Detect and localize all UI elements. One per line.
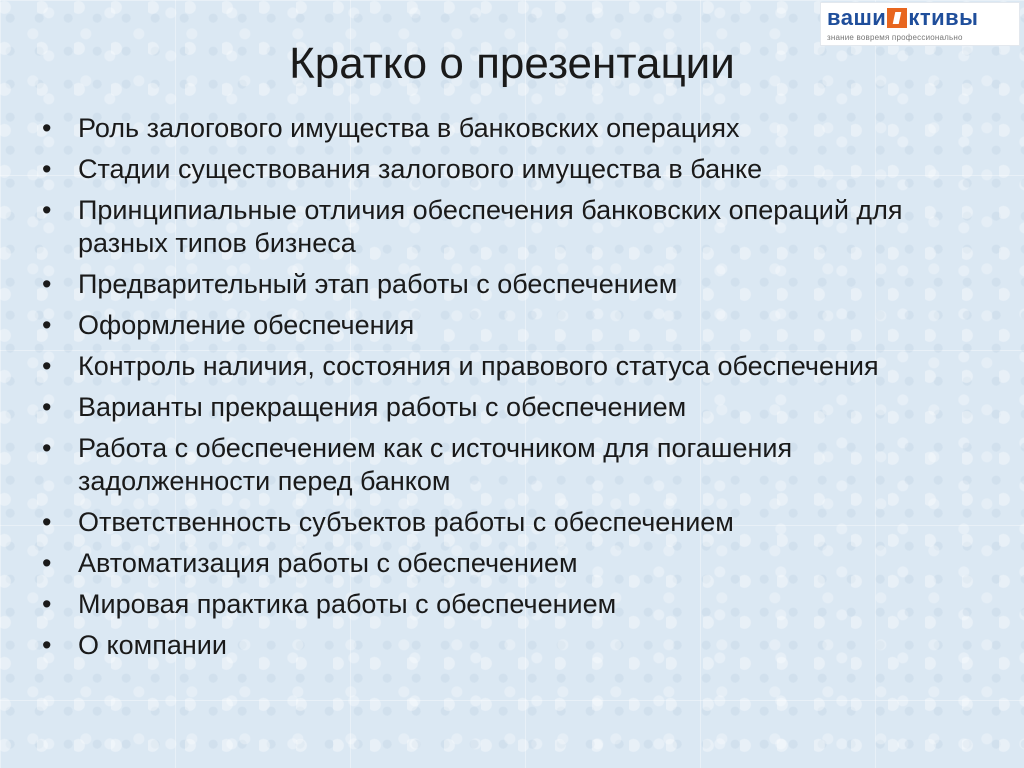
- bullet-item: [40, 547, 980, 580]
- bullet-marker: •: [42, 392, 52, 422]
- bullet-marker: •: [42, 507, 52, 537]
- bullet-item: [40, 432, 980, 498]
- bullet-marker: •: [42, 154, 52, 184]
- bullet-marker: •: [42, 113, 52, 143]
- bullet-item: [40, 391, 980, 424]
- bullet-item: [40, 194, 980, 260]
- slide-title: Кратко о презентации: [289, 39, 735, 88]
- bullet-text: Контроль наличия, состояния и правового статуса обеспечения: [78, 351, 879, 381]
- bullet-item: [40, 268, 980, 301]
- bullet-marker: •: [42, 351, 52, 381]
- bullet-text: Мировая практика работы с обеспечением: [78, 589, 617, 619]
- logo-wordmark: [827, 5, 978, 31]
- bullet-list: [40, 112, 980, 670]
- bullet-item: [40, 309, 980, 342]
- bullet-marker: •: [42, 195, 52, 225]
- bullet-text: Роль залогового имущества в банковских операциях: [78, 113, 740, 143]
- logo-text-part1: ваши: [827, 5, 887, 30]
- bullet-marker: •: [42, 630, 52, 660]
- bullet-text: Варианты прекращения работы с обеспечением: [78, 392, 687, 422]
- bullet-text: Предварительный этап работы с обеспечением: [78, 269, 678, 299]
- bullet-item: [40, 588, 980, 621]
- bullet-text: Оформление обеспечения: [78, 310, 415, 340]
- bullet-marker: •: [42, 269, 52, 299]
- bullet-marker: •: [42, 433, 52, 463]
- logo-slogan: знание вовремя профессионально: [827, 33, 963, 42]
- bullet-text: Стадии существования залогового имущества в банке: [78, 154, 763, 184]
- logo-text-part2: ктивы: [908, 5, 979, 30]
- bullet-item: [40, 153, 980, 186]
- bullet-marker: •: [42, 589, 52, 619]
- bullet-text: Работа с обеспечением как с источником для погашения задолженности перед банком: [78, 433, 793, 496]
- bullet-item: [40, 112, 980, 145]
- logo-a-mark-icon: [887, 8, 907, 28]
- bullet-marker: •: [42, 548, 52, 578]
- bullet-text: Автоматизация работы с обеспечением: [78, 548, 578, 578]
- bullet-item: [40, 506, 980, 539]
- bullet-text: Принципиальные отличия обеспечения банковских операций для разных типов бизнеса: [78, 195, 903, 258]
- bullet-item: [40, 629, 980, 662]
- bullet-text: Ответственность субъектов работы с обеспечением: [78, 507, 734, 537]
- bullet-item: [40, 350, 980, 383]
- bullet-marker: •: [42, 310, 52, 340]
- bullet-text: О компании: [78, 630, 227, 660]
